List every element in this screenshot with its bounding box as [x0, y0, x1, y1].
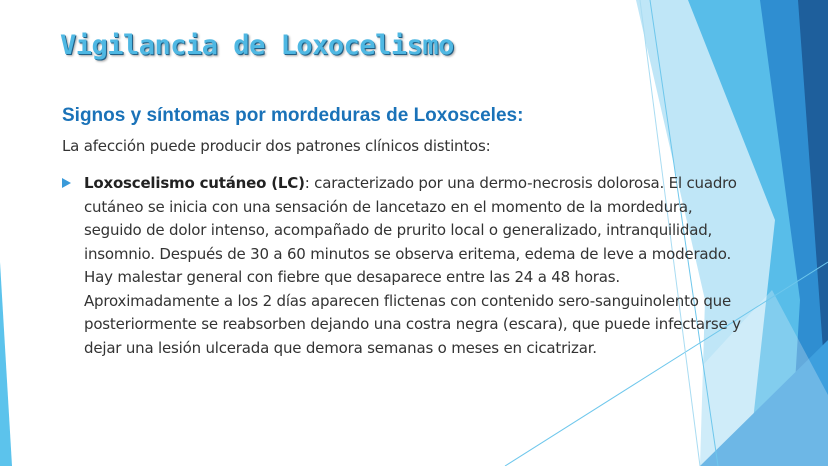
left-accent-shape — [0, 262, 12, 466]
bullet-text — [84, 172, 742, 360]
bullet-term: Loxoscelismo cutáneo (LC) — [84, 174, 305, 192]
bullet-description: : caracterizado por una dermo-necrosis dolorosa. El cuadro cutáneo se inicia con una sensación de lancetazo en el momento de la mordedura, seguido de dolor intenso, acompañado de prurito local o generalizado, intranquilidad, insomnio. Después de 30 a 60 minutos se observa eritema, edema de leve a moderado. Hay malestar general con fiebre que desaparece entre las 24 a 48 horas. Aproximadamente a los 2 días aparecen flictenas con contenido sero-sanguinolento que posteriormente se reabsorben dejando una costra negra (escara), que puede infectarse y dejar una lesión ulcerada que demora semanas o meses en cicatrizar. — [84, 174, 741, 357]
slide-subtitle: Signos y síntomas por mordeduras de Loxosceles: — [62, 105, 524, 126]
slide-title: Vigilancia de Loxocelismo — [60, 30, 454, 61]
bullet-item — [62, 172, 742, 360]
triangle-bullet-icon — [62, 178, 71, 188]
intro-text: La afección puede producir dos patrones clínicos distintos: — [62, 137, 491, 155]
